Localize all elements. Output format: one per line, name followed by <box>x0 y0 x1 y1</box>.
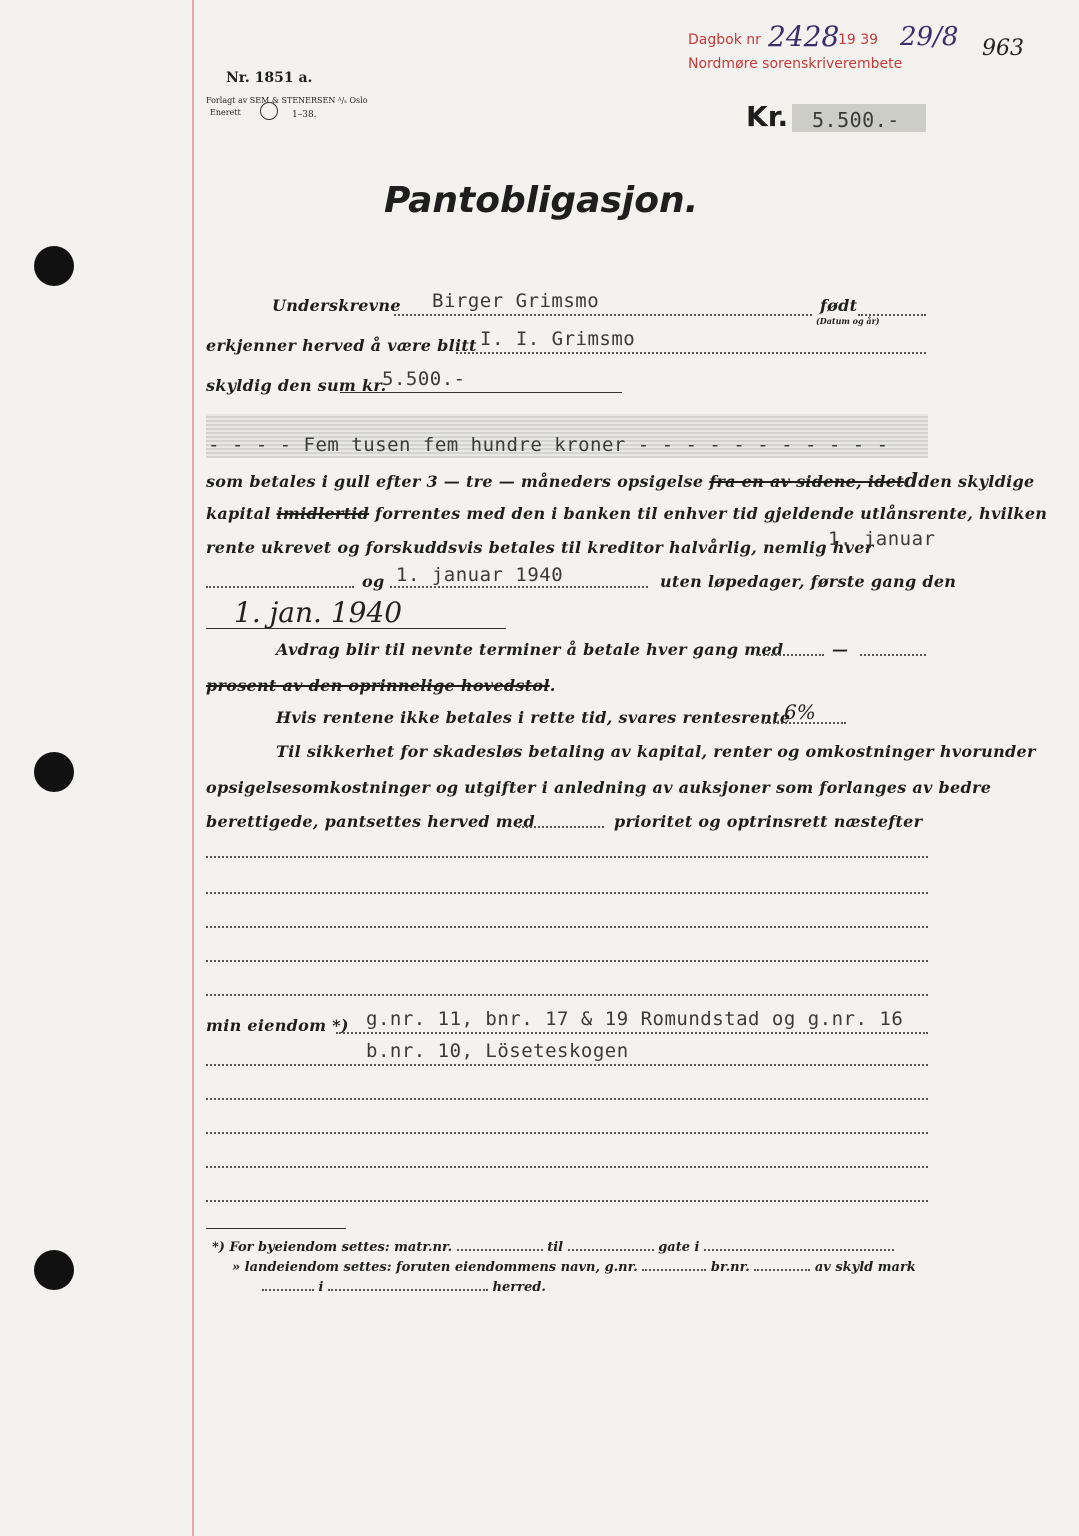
dotted-line <box>206 1166 928 1168</box>
dotted-line <box>390 586 648 588</box>
terms-text: . <box>549 676 556 695</box>
terms-text: den skyldige <box>918 472 1035 491</box>
dotted-line <box>206 1098 928 1100</box>
punch-hole <box>34 752 74 792</box>
footnote-text: gate i <box>658 1240 700 1255</box>
security-line-3a: berettigede, pantsettes herved med <box>206 812 535 831</box>
property-line-1: g.nr. 11, bnr. 17 & 19 Romundstad og g.nr. 16 <box>366 1008 904 1030</box>
dotted-line <box>206 960 928 962</box>
born-label: født <box>820 296 858 315</box>
terms-text: forrentes med den i banken til enhver tid gjeldende utlånsrente, hvilken <box>375 504 1048 523</box>
owes-label: skyldig den sum kr. <box>206 376 387 395</box>
dotted-line <box>206 856 928 858</box>
publisher-line: Forlagt av SEM & STENERSEN ᴬ/ₛ Oslo <box>206 96 368 105</box>
terms-text: kapital <box>206 504 271 523</box>
undersigned-label: Underskrevne <box>272 296 401 315</box>
handwritten-insert: d <box>903 468 919 492</box>
dotted-line <box>456 352 926 354</box>
dotted-line <box>518 826 604 828</box>
stamp-dagbok-label: Dagbok nr <box>688 32 761 48</box>
footnote-line-1 <box>212 1240 894 1255</box>
undersigned-name: Birger Grimsmo <box>432 290 600 312</box>
and-label: og <box>362 572 385 591</box>
dotted-line <box>394 314 812 316</box>
stamp-entry-number: 2428 <box>768 20 840 53</box>
term-date-2: 1. januar 1940 <box>396 564 564 586</box>
dotted-line <box>206 994 928 996</box>
installment-struck <box>206 676 556 695</box>
interest-rate: 6% <box>784 700 816 724</box>
footnote-line-2 <box>232 1260 916 1275</box>
acknowledge-label: erkjenner herved å være blitt <box>206 336 477 355</box>
dotted-line <box>206 586 354 588</box>
punch-hole <box>34 1250 74 1290</box>
security-line-3b: prioritet og optrinsrett næstefter <box>614 812 923 831</box>
sum-underline <box>340 392 622 393</box>
dotted-line <box>756 654 824 656</box>
stamp-office: Nordmøre sorenskriverembete <box>688 56 903 72</box>
document-title: Pantobligasjon. <box>384 180 699 221</box>
terms-line-2 <box>206 504 1047 523</box>
publisher-date: 1–38. <box>292 110 317 120</box>
dotted-line <box>336 1032 928 1034</box>
dotted-line <box>206 892 928 894</box>
footnote-text: » landeiendom settes: foruten eiendommens navn, g.nr. <box>232 1260 638 1275</box>
page-number: 963 <box>982 36 1024 61</box>
creditor-name: I. I. Grimsmo <box>480 328 636 350</box>
sum-words: - - - - Fem tusen fem hundre kroner - - - - - - - - - - - <box>208 434 889 456</box>
dotted-line <box>206 1064 928 1066</box>
first-payment-date: 1. jan. 1940 <box>234 596 403 629</box>
footnote-text: til <box>547 1240 564 1255</box>
terms-line-1 <box>206 468 1035 492</box>
footnote-text: herred. <box>492 1280 546 1295</box>
amount-label: Kr. <box>746 100 789 133</box>
dotted-line <box>206 926 928 928</box>
security-line-1: Til sikkerhet for skadesløs betaling av kapital, renter og omkostninger hvorunder <box>276 742 1036 761</box>
stamp-date: 29/8 <box>900 22 959 52</box>
born-hint: (Datum og år) <box>816 316 880 326</box>
footnote-text: i <box>318 1280 324 1295</box>
footnote-text: br.nr. <box>710 1260 750 1275</box>
interest-label: Hvis rentene ikke betales i rette tid, svares rentesrente <box>276 708 791 727</box>
terms-text: som betales i gull efter 3 — tre — måneders opsigelse <box>206 472 704 491</box>
sum-value: 5.500.- <box>382 368 466 390</box>
terms-line-3: rente ukrevet og forskuddsvis betales til kreditor halvårlig, nemlig hver <box>206 538 874 557</box>
security-line-2: opsigelsesomkostninger og utgifter i anledning av auksjoner som forlanges av bedre <box>206 778 992 797</box>
publisher-rights: Enerett <box>210 108 241 117</box>
footnote-rule <box>206 1228 346 1229</box>
struck-text: prosent av den oprinnelige hovedstol <box>206 676 550 695</box>
footnote-text: *) For byeiendom settes: matr.nr. <box>212 1240 453 1255</box>
term-date-1: 1. januar <box>828 528 936 550</box>
margin-rule <box>192 0 194 1536</box>
struck-text: fra en av sidene, idet <box>709 472 904 491</box>
form-number: Nr. 1851 a. <box>226 70 313 86</box>
stamp-year: 19 39 <box>838 32 879 48</box>
publisher-logo <box>260 102 278 120</box>
installment-label: Avdrag blir til nevnte terminer å betale hver gang med <box>276 640 784 659</box>
installment-dash: — <box>832 640 849 659</box>
dotted-line <box>206 1132 928 1134</box>
amount-value: 5.500.- <box>812 108 900 132</box>
footnote-text: av skyld mark <box>814 1260 916 1275</box>
property-label: min eiendom *) <box>206 1016 349 1035</box>
dotted-line <box>206 1200 928 1202</box>
first-time-label: uten løpedager, første gang den <box>660 572 957 591</box>
property-line-2: b.nr. 10, Löseteskogen <box>366 1040 629 1062</box>
struck-text: imidlertid <box>276 504 370 523</box>
footnote-line-3 <box>262 1280 546 1295</box>
punch-hole <box>34 246 74 286</box>
dotted-line <box>860 654 926 656</box>
